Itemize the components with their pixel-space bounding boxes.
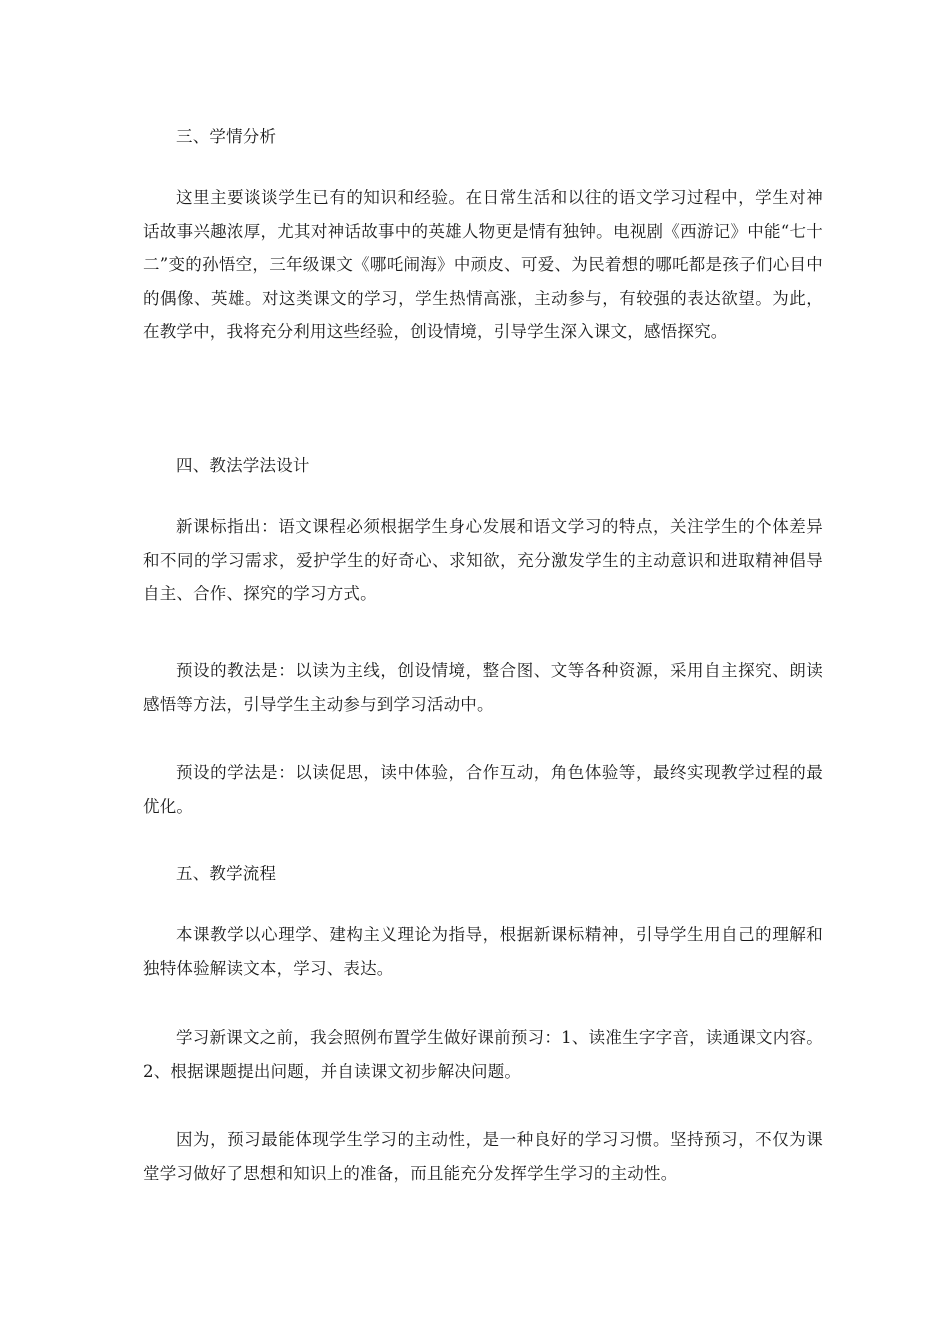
section-heading-teaching-methods: 四、教法学法设计	[176, 456, 310, 475]
section-heading-learner-analysis: 三、学情分析	[176, 127, 277, 146]
paragraph-preview-importance: 因为，预习最能体现学生学习的主动性，是一种良好的学习习惯。坚持预习，不仅为课堂学习做好了思想和知识上的准备，而且能充分发挥学生学习的主动性。	[143, 1130, 823, 1183]
paragraph-learning-method: 预设的学法是：以读促思，读中体验，合作互动，角色体验等，最终实现教学过程的最优化。	[143, 763, 823, 816]
paragraph-teaching-method: 预设的教法是：以读为主线，创设情境，整合图、文等各种资源，采用自主探究、朗读感悟等方法，引导学生主动参与到学习活动中。	[143, 661, 823, 714]
paragraph-learner-experience: 这里主要谈谈学生已有的知识和经验。在日常生活和以往的语文学习过程中，学生对神话故事兴趣浓厚，尤其对神话故事中的英雄人物更是情有独钟。电视剧《西游记》中能“七十二”变的孙悟空，三年级课文《哪吒闹海》中顽皮、可爱、为民着想的哪吒都是孩子们心目中的偶像、英雄。对这类课文的学习，学生热情高涨，主动参与，有较强的表达欲望。为此，在教学中，我将充分利用这些经验，创设情境，引导学生深入课文，感悟探究。	[143, 188, 823, 341]
paragraph-teaching-guidance: 本课教学以心理学、建构主义理论为指导，根据新课标精神，引导学生用自己的理解和独特体验解读文本，学习、表达。	[143, 925, 823, 978]
paragraph-preview-assignment: 学习新课文之前，我会照例布置学生做好课前预习：1、读准生字字音，读通课文内容。2、根据课题提出问题，并自读课文初步解决问题。	[143, 1028, 823, 1081]
paragraph-curriculum-standard: 新课标指出：语文课程必须根据学生身心发展和语文学习的特点，关注学生的个体差异和不同的学习需求，爱护学生的好奇心、求知欲，充分激发学生的主动意识和进取精神倡导自主、合作、探究的学习方式。	[143, 517, 823, 603]
section-heading-teaching-process: 五、教学流程	[176, 864, 277, 883]
